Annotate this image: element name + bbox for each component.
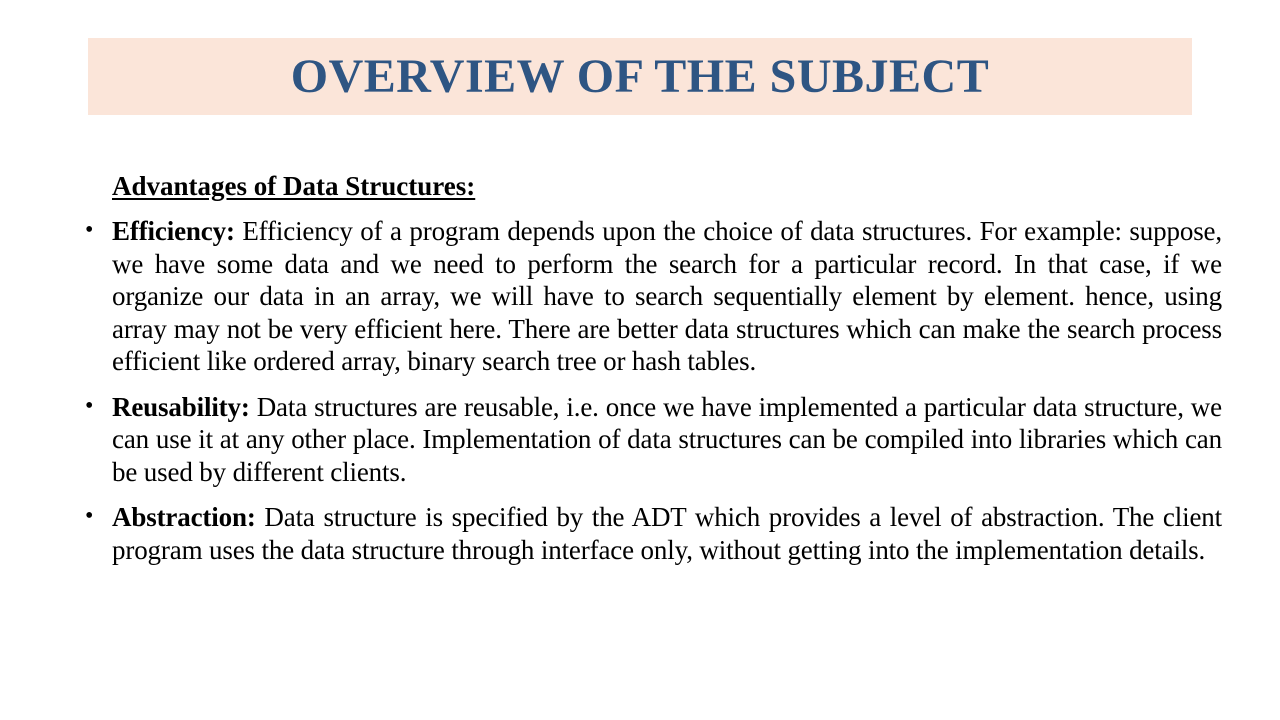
bullet-term: Reusability: — [112, 391, 250, 422]
bullet-term: Abstraction: — [112, 502, 256, 532]
section-heading: Advantages of Data Structures: — [112, 171, 476, 201]
slide-title: OVERVIEW OF THE SUBJECT — [290, 50, 990, 103]
list-item-abstraction — [85, 501, 1222, 566]
bullet-icon: • — [85, 392, 94, 419]
title-banner — [88, 38, 1192, 115]
bullet-term: Efficiency: — [112, 216, 235, 246]
bullet-text: Data structures are reusable, i.e. once we have implemented a particular data structure, we can use it at any other place. Implementation of data structures can be compiled into libraries which can be used by different clients. — [112, 391, 1222, 487]
bullet-text: Efficiency of a program depends upon the choice of data structures. For example: suppose, we have some data and we need to perform the search for a particular record. In that case, if we organize our data in an array, we will have to search sequentially element by element. hence, using array may not be very efficient here. There are better data structures which can make the search process efficient like ordered array, binary search tree or hash tables. — [112, 216, 1222, 376]
advantages-list — [85, 215, 1222, 566]
bullet-icon: • — [85, 503, 94, 529]
list-item-efficiency — [85, 215, 1222, 378]
slide-content — [85, 170, 1222, 579]
bullet-text: Data structure is specified by the ADT which provides a level of abstraction. The client program uses the data structure through interface only, without getting into the implementation details. — [112, 502, 1222, 565]
bullet-icon: • — [85, 217, 94, 243]
list-item-reusability — [85, 391, 1222, 489]
